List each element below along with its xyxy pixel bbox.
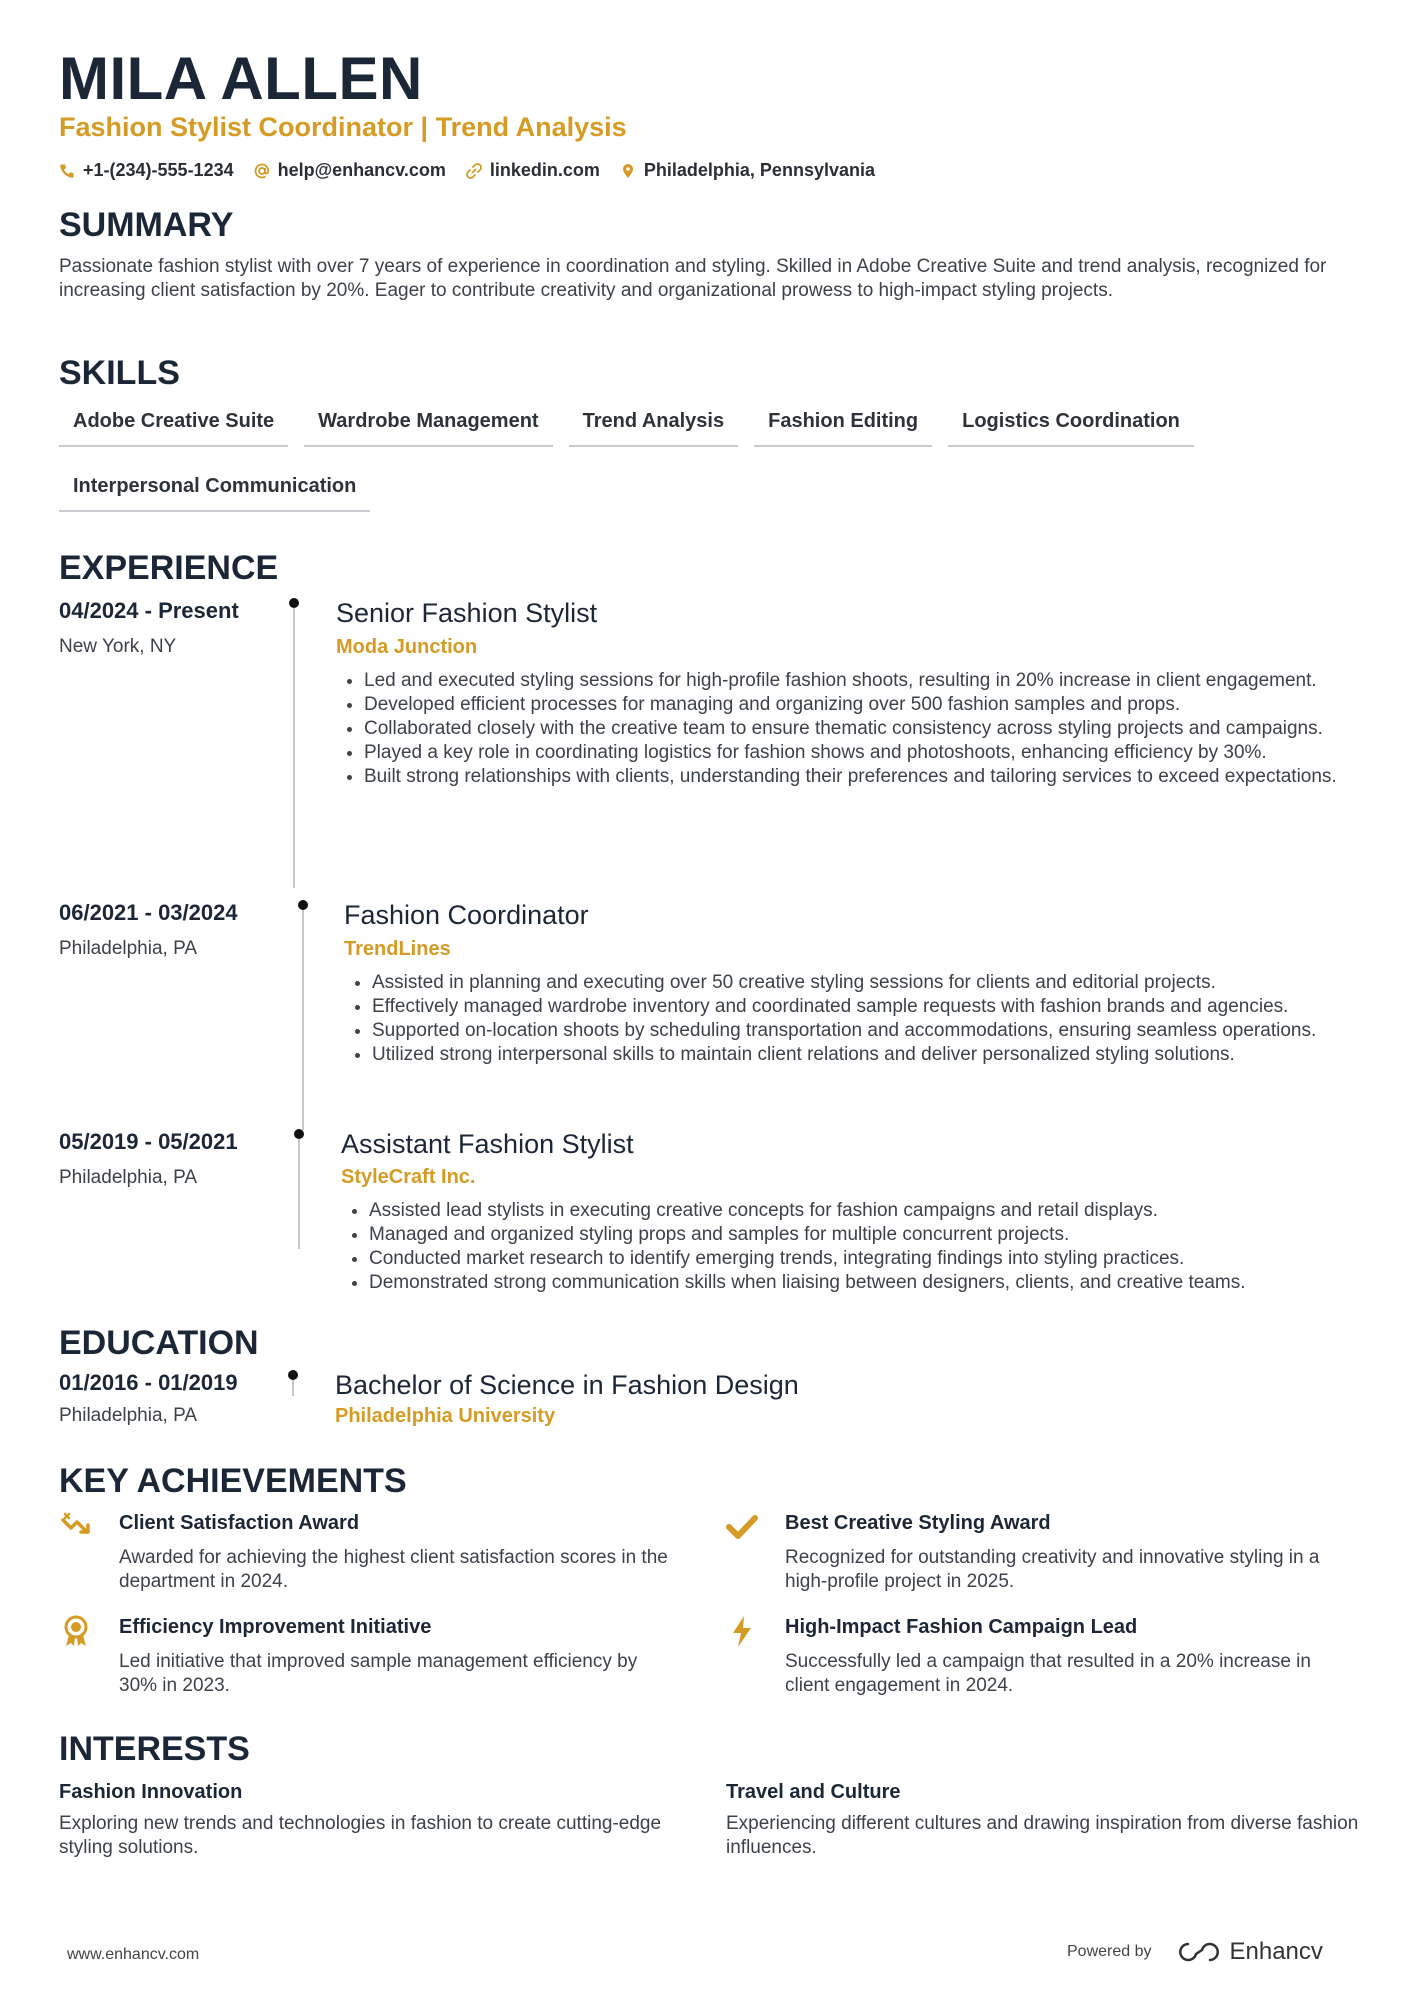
- candidate-subtitle: Fashion Stylist Coordinator | Trend Analysis: [59, 112, 627, 142]
- brand-logo[interactable]: [1176, 1938, 1323, 1966]
- interest-title: Fashion Innovation: [59, 1781, 243, 1803]
- education-location: Philadelphia, PA: [59, 1405, 198, 1426]
- job-bullets: [338, 669, 1364, 789]
- interest-item: [726, 1781, 1366, 1860]
- company-name: TrendLines: [344, 938, 451, 960]
- skills-list: [59, 402, 1359, 512]
- job-title: Fashion Coordinator: [344, 900, 589, 930]
- job-title: Senior Fashion Stylist: [336, 598, 598, 628]
- candidate-name: MILA ALLEN: [59, 45, 423, 112]
- timeline-dot: [289, 598, 299, 608]
- skill-tag: Interpersonal Communication: [59, 467, 370, 512]
- growth-arrow-icon: [59, 1510, 93, 1544]
- location-pin-icon: [620, 163, 636, 179]
- interest-item: [59, 1781, 699, 1860]
- education-heading: EDUCATION: [59, 1324, 259, 1362]
- contact-phone[interactable]: [59, 160, 234, 181]
- skills-heading: SKILLS: [59, 354, 180, 392]
- enhancv-logo-icon: [1176, 1940, 1222, 1964]
- location-text: Philadelphia, Pennsylvania: [643, 160, 875, 180]
- degree-title: Bachelor of Science in Fashion Design: [335, 1370, 799, 1400]
- school-name: Philadelphia University: [335, 1405, 556, 1427]
- job-bullet: • Managed and organized styling props and samples for multiple concurrent projects.: [369, 1223, 1379, 1247]
- email-text: help@enhancv.com: [277, 160, 446, 180]
- experience-entry: [59, 598, 1359, 888]
- education-dates: 01/2016 - 01/2019: [59, 1370, 238, 1395]
- contact-email[interactable]: [254, 160, 446, 181]
- company-name: StyleCraft Inc.: [341, 1166, 476, 1188]
- summary-heading: SUMMARY: [59, 206, 234, 244]
- phone-text: +1-(234)-555-1234: [83, 160, 234, 180]
- achievement-description: Recognized for outstanding creativity and innovative styling in a high-profile project in 2025.: [785, 1547, 1320, 1592]
- achievement-title: Client Satisfaction Award: [119, 1512, 360, 1534]
- interest-description: Exploring new trends and technologies in fashion to create cutting-edge styling solutions.: [59, 1813, 662, 1858]
- job-location: Philadelphia, PA: [59, 1167, 198, 1188]
- achievement-description: Led initiative that improved sample management efficiency by 30% in 2023.: [119, 1651, 638, 1696]
- job-bullet: • Assisted in planning and executing over 50 creative styling sessions for clients and editorial projects.: [372, 971, 1372, 995]
- timeline-dot: [298, 900, 308, 910]
- achievement-description: Successfully led a campaign that resulted in a 20% increase in client engagement in 2024.: [785, 1651, 1311, 1696]
- job-bullet: • Assisted lead stylists in executing creative concepts for fashion campaigns and retail displays.: [369, 1199, 1379, 1223]
- job-bullets: [346, 971, 1372, 1067]
- footer-website[interactable]: www.enhancv.com: [67, 1946, 200, 1963]
- brand-name: Enhancv: [1229, 1938, 1323, 1965]
- job-dates: 04/2024 - Present: [59, 598, 239, 623]
- lightning-icon: [725, 1614, 759, 1648]
- job-bullets: [343, 1199, 1379, 1295]
- achievement-title: High-Impact Fashion Campaign Lead: [785, 1616, 1138, 1638]
- skill-tag: Fashion Editing: [754, 402, 932, 447]
- job-bullet: • Collaborated closely with the creative team to ensure thematic consistency across styling projects and campaigns.: [364, 717, 1364, 741]
- timeline-line: [302, 910, 304, 1130]
- achievement-title: Best Creative Styling Award: [785, 1512, 1051, 1534]
- achievement-title: Efficiency Improvement Initiative: [119, 1616, 432, 1638]
- link-icon: [466, 163, 482, 179]
- job-bullet: • Supported on-location shoots by scheduling transportation and accommodations, ensuring seamless operations.: [372, 1019, 1372, 1043]
- job-bullet: • Conducted market research to identify emerging trends, integrating findings into styling practices.: [369, 1247, 1379, 1271]
- job-bullet: • Utilized strong interpersonal skills to maintain client relations and deliver personalized styling solutions.: [372, 1043, 1372, 1067]
- job-dates: 05/2019 - 05/2021: [59, 1129, 238, 1154]
- experience-entry: [59, 1129, 1359, 1293]
- summary-text: Passionate fashion stylist with over 7 years of experience in coordination and styling. Skilled in Adobe Creative Suite and trend analysis, recognized for increasing client satisfaction by 20%. Eager to contribute creativity and organizational prowess to high-impact styling projects.: [59, 256, 1327, 301]
- contact-location: [620, 160, 875, 181]
- interest-title: Travel and Culture: [726, 1781, 901, 1803]
- company-name: Moda Junction: [336, 636, 478, 658]
- experience-entry: [59, 900, 1359, 1120]
- job-bullet: • Effectively managed wardrobe inventory and coordinated sample requests with fashion brands and agencies.: [372, 995, 1372, 1019]
- interests-heading: INTERESTS: [59, 1730, 250, 1768]
- phone-icon: [59, 163, 75, 179]
- job-bullet: • Demonstrated strong communication skills when liaising between designers, clients, and creative teams.: [369, 1271, 1379, 1295]
- job-bullet: • Developed efficient processes for managing and organizing over 500 fashion samples and props.: [364, 693, 1364, 717]
- interest-description: Experiencing different cultures and drawing inspiration from diverse fashion influences.: [726, 1813, 1359, 1858]
- powered-by-text: Powered by: [1067, 1943, 1152, 1960]
- timeline-line: [298, 1139, 300, 1249]
- achievements-heading: KEY ACHIEVEMENTS: [59, 1462, 407, 1500]
- footer-branding: [1067, 1938, 1323, 1966]
- job-bullet: • Played a key role in coordinating logistics for fashion shows and photoshoots, enhancing efficiency by 30%.: [364, 741, 1364, 765]
- timeline-line: [293, 608, 295, 888]
- experience-heading: EXPERIENCE: [59, 549, 279, 587]
- at-sign-icon: [254, 163, 270, 179]
- job-bullet: • Led and executed styling sessions for high-profile fashion shoots, resulting in 20% increase in client engagement.: [364, 669, 1364, 693]
- skill-tag: Trend Analysis: [569, 402, 739, 447]
- medal-icon: [59, 1614, 93, 1648]
- timeline-dot: [288, 1370, 298, 1380]
- skill-tag: Adobe Creative Suite: [59, 402, 288, 447]
- education-entry: [59, 1370, 1359, 1440]
- timeline-dot: [294, 1129, 304, 1139]
- skill-tag: Wardrobe Management: [304, 402, 552, 447]
- job-title: Assistant Fashion Stylist: [341, 1129, 634, 1159]
- job-location: New York, NY: [59, 636, 177, 657]
- contact-linkedin[interactable]: [466, 160, 600, 181]
- job-location: Philadelphia, PA: [59, 938, 198, 959]
- skill-tag: Logistics Coordination: [948, 402, 1194, 447]
- linkedin-text: linkedin.com: [489, 160, 600, 180]
- job-bullet: • Built strong relationships with clients, understanding their preferences and tailoring services to exceed expectations.: [364, 765, 1364, 789]
- contact-bar: [59, 160, 875, 181]
- timeline-line: [292, 1380, 294, 1396]
- checkmark-icon: [725, 1510, 759, 1544]
- job-dates: 06/2021 - 03/2024: [59, 900, 238, 925]
- achievement-description: Awarded for achieving the highest client satisfaction scores in the department in 2024.: [119, 1547, 668, 1592]
